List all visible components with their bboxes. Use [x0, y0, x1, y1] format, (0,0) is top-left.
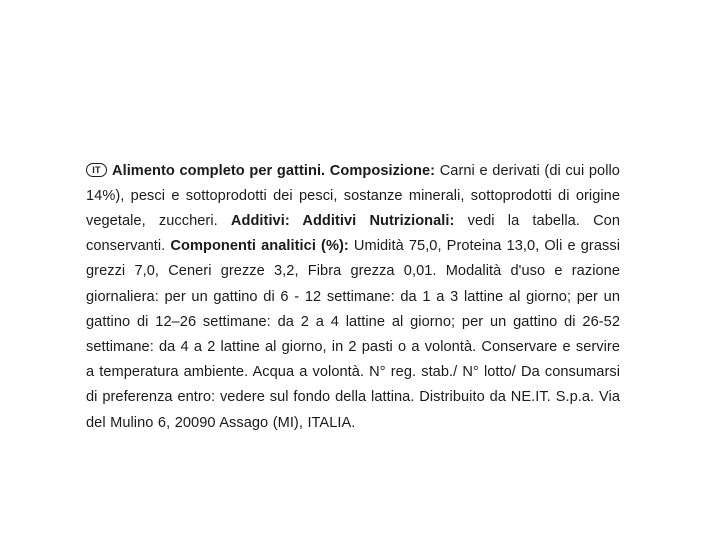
composition-text: Carni e derivati (di cui pollo 14%), pesci e sottoprodotti dei pesci, sostanze minerali, sottoprodotti di origine vegetale, zuccheri. [86, 162, 620, 229]
label-heading-analytical-components: Componenti analitici (%): [170, 238, 349, 255]
product-label-text-block [86, 144, 620, 450]
italy-language-badge-icon: IT [86, 163, 107, 177]
ingredients-paragraph [86, 159, 620, 436]
label-heading-additives: Additivi: Additivi Nutrizionali: [230, 213, 455, 229]
analytical-components-and-feeding-text: Umidità 75,0, Proteina 13,0, Oli e grassi grezzi 7,0, Ceneri grezze 3,2, Fibra grezza 0,01. Modalità d'uso e razione giornaliera: per un gattino di 6 - 12 settimane: da 1 a 3 lattine al giorno; per un gattino di 12–26 settimane: da 2 a 4 lattine al giorno; per un gattino di 26-52 settimane: da 4 a 2 lattine al giorno, in 2 pasti o a volontà. Conservare e servire a temperatura ambiente. Acqua a volontà. N° reg. stab./ N° lotto/ Da consumarsi di preferenza entro: vedere sul fondo della lattina. Distribuito da NE.IT. S.p.a. Via del Mulino 6, 20090 Assago (MI), ITALIA. [86, 238, 620, 431]
additives-text: vedi la tabella. Con conservanti. [86, 213, 620, 255]
label-heading-composition: Alimento completo per gattini. Composizione: [112, 162, 436, 179]
